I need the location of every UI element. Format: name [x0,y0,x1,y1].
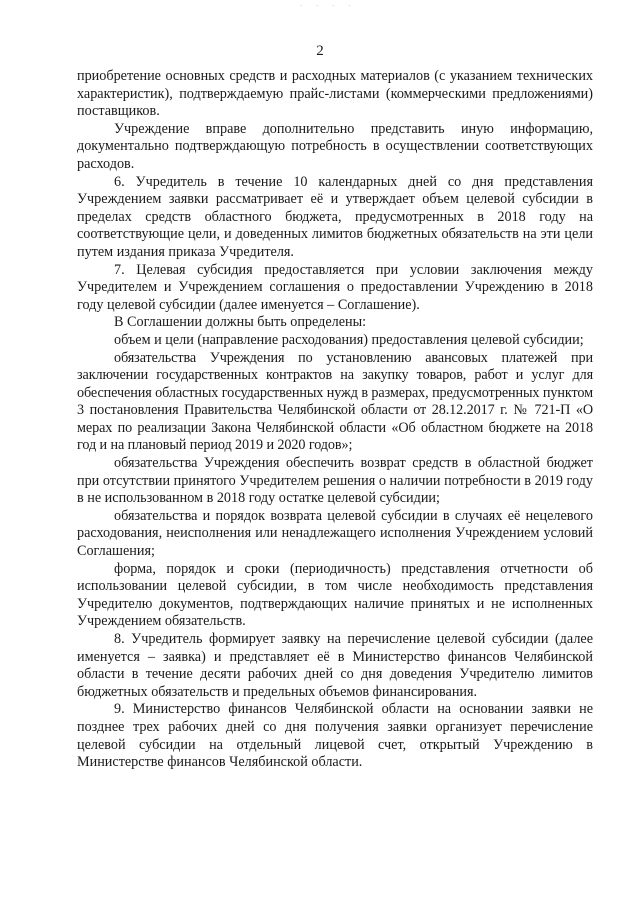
paragraph-item-6: 6. Учредитель в течение 10 календарных дней со дня представления Учреждением заявки рассматривает её и утверждает объем целевой субсидии в пределах средств областного бюджета, предусмотренных в 2018 году на соответствующие цели, и доведенных лимитов бюджетных обязательств на эти цели путем издания приказа Учредителя. [77,173,593,260]
paragraph-agreement-advances: обязательства Учреждения по установлению авансовых платежей при заключении государственных контрактов на закупку товаров, работ и услуг для обеспечения областных государственных нужд в размерах, предусмотренных пунктом 3 постановления Правительства Челябинской области от 28.12.2017 г. № 721-П «О мерах по реализации Закона Челябинской области «Об областном бюджете на 2018 год и на плановый период 2019 и 2020 годов»; [77,349,593,454]
scan-artifact-marks: · · · · [300,2,357,8]
paragraph-item-7: 7. Целевая субсидия предоставляется при условии заключения между Учредителем и Учреждением соглашения о предоставлении Учреждению в 2018 году целевой субсидии (далее именуется – Соглашение). [77,261,593,313]
paragraph-agreement-volume: объем и цели (направление расходования) предоставления целевой субсидии; [114,331,584,348]
paragraph-agreement-misuse: обязательства и порядок возврата целевой субсидии в случаях её нецелевого расходования, неисполнения или ненадлежащего исполнения Учреждением условий Соглашения; [77,507,593,560]
paragraph-additional-info: Учреждение вправе дополнительно представить иную информацию, документально подтверждающую потребность в осуществлении соответствующих расходов. [77,120,593,172]
document-body [77,68,593,772]
page-number: 2 [316,43,324,59]
paragraph-agreement-intro: В Соглашении должны быть определены: [114,314,367,331]
paragraph-continuation: приобретение основных средств и расходных материалов (с указанием технических характеристик), подтверждаемую прайс-листами (коммерческими предложениями) поставщиков. [77,68,593,120]
paragraph-item-8: 8. Учредитель формирует заявку на перечисление целевой субсидии (далее именуется – заявка) и представляет её в Министерство финансов Челябинской области в течение десяти рабочих дней со дня доведения Учредителю лимитов бюджетных обязательств и предельных объемов финансирования. [77,631,593,700]
paragraph-item-9: 9. Министерство финансов Челябинской области на основании заявки не позднее трех рабочих дней со дня получения заявки организует перечисление целевой субсидии на отдельный лицевой счет, открытый Учреждению в Министерстве финансов Челябинской области. [77,701,593,771]
paragraph-agreement-return: обязательства Учреждения обеспечить возврат средств в областной бюджет при отсутствии принятого Учредителем решения о наличии потребности в 2019 году в не использованном в 2018 году остатке целевой субсидии; [77,455,593,507]
paragraph-agreement-reporting: форма, порядок и сроки (периодичность) представления отчетности об использовании целевой субсидии, в том числе необходимость представления Учредителю документов, подтверждающих наличие принятых и не исполненных Учреждением обязательств. [77,560,593,630]
